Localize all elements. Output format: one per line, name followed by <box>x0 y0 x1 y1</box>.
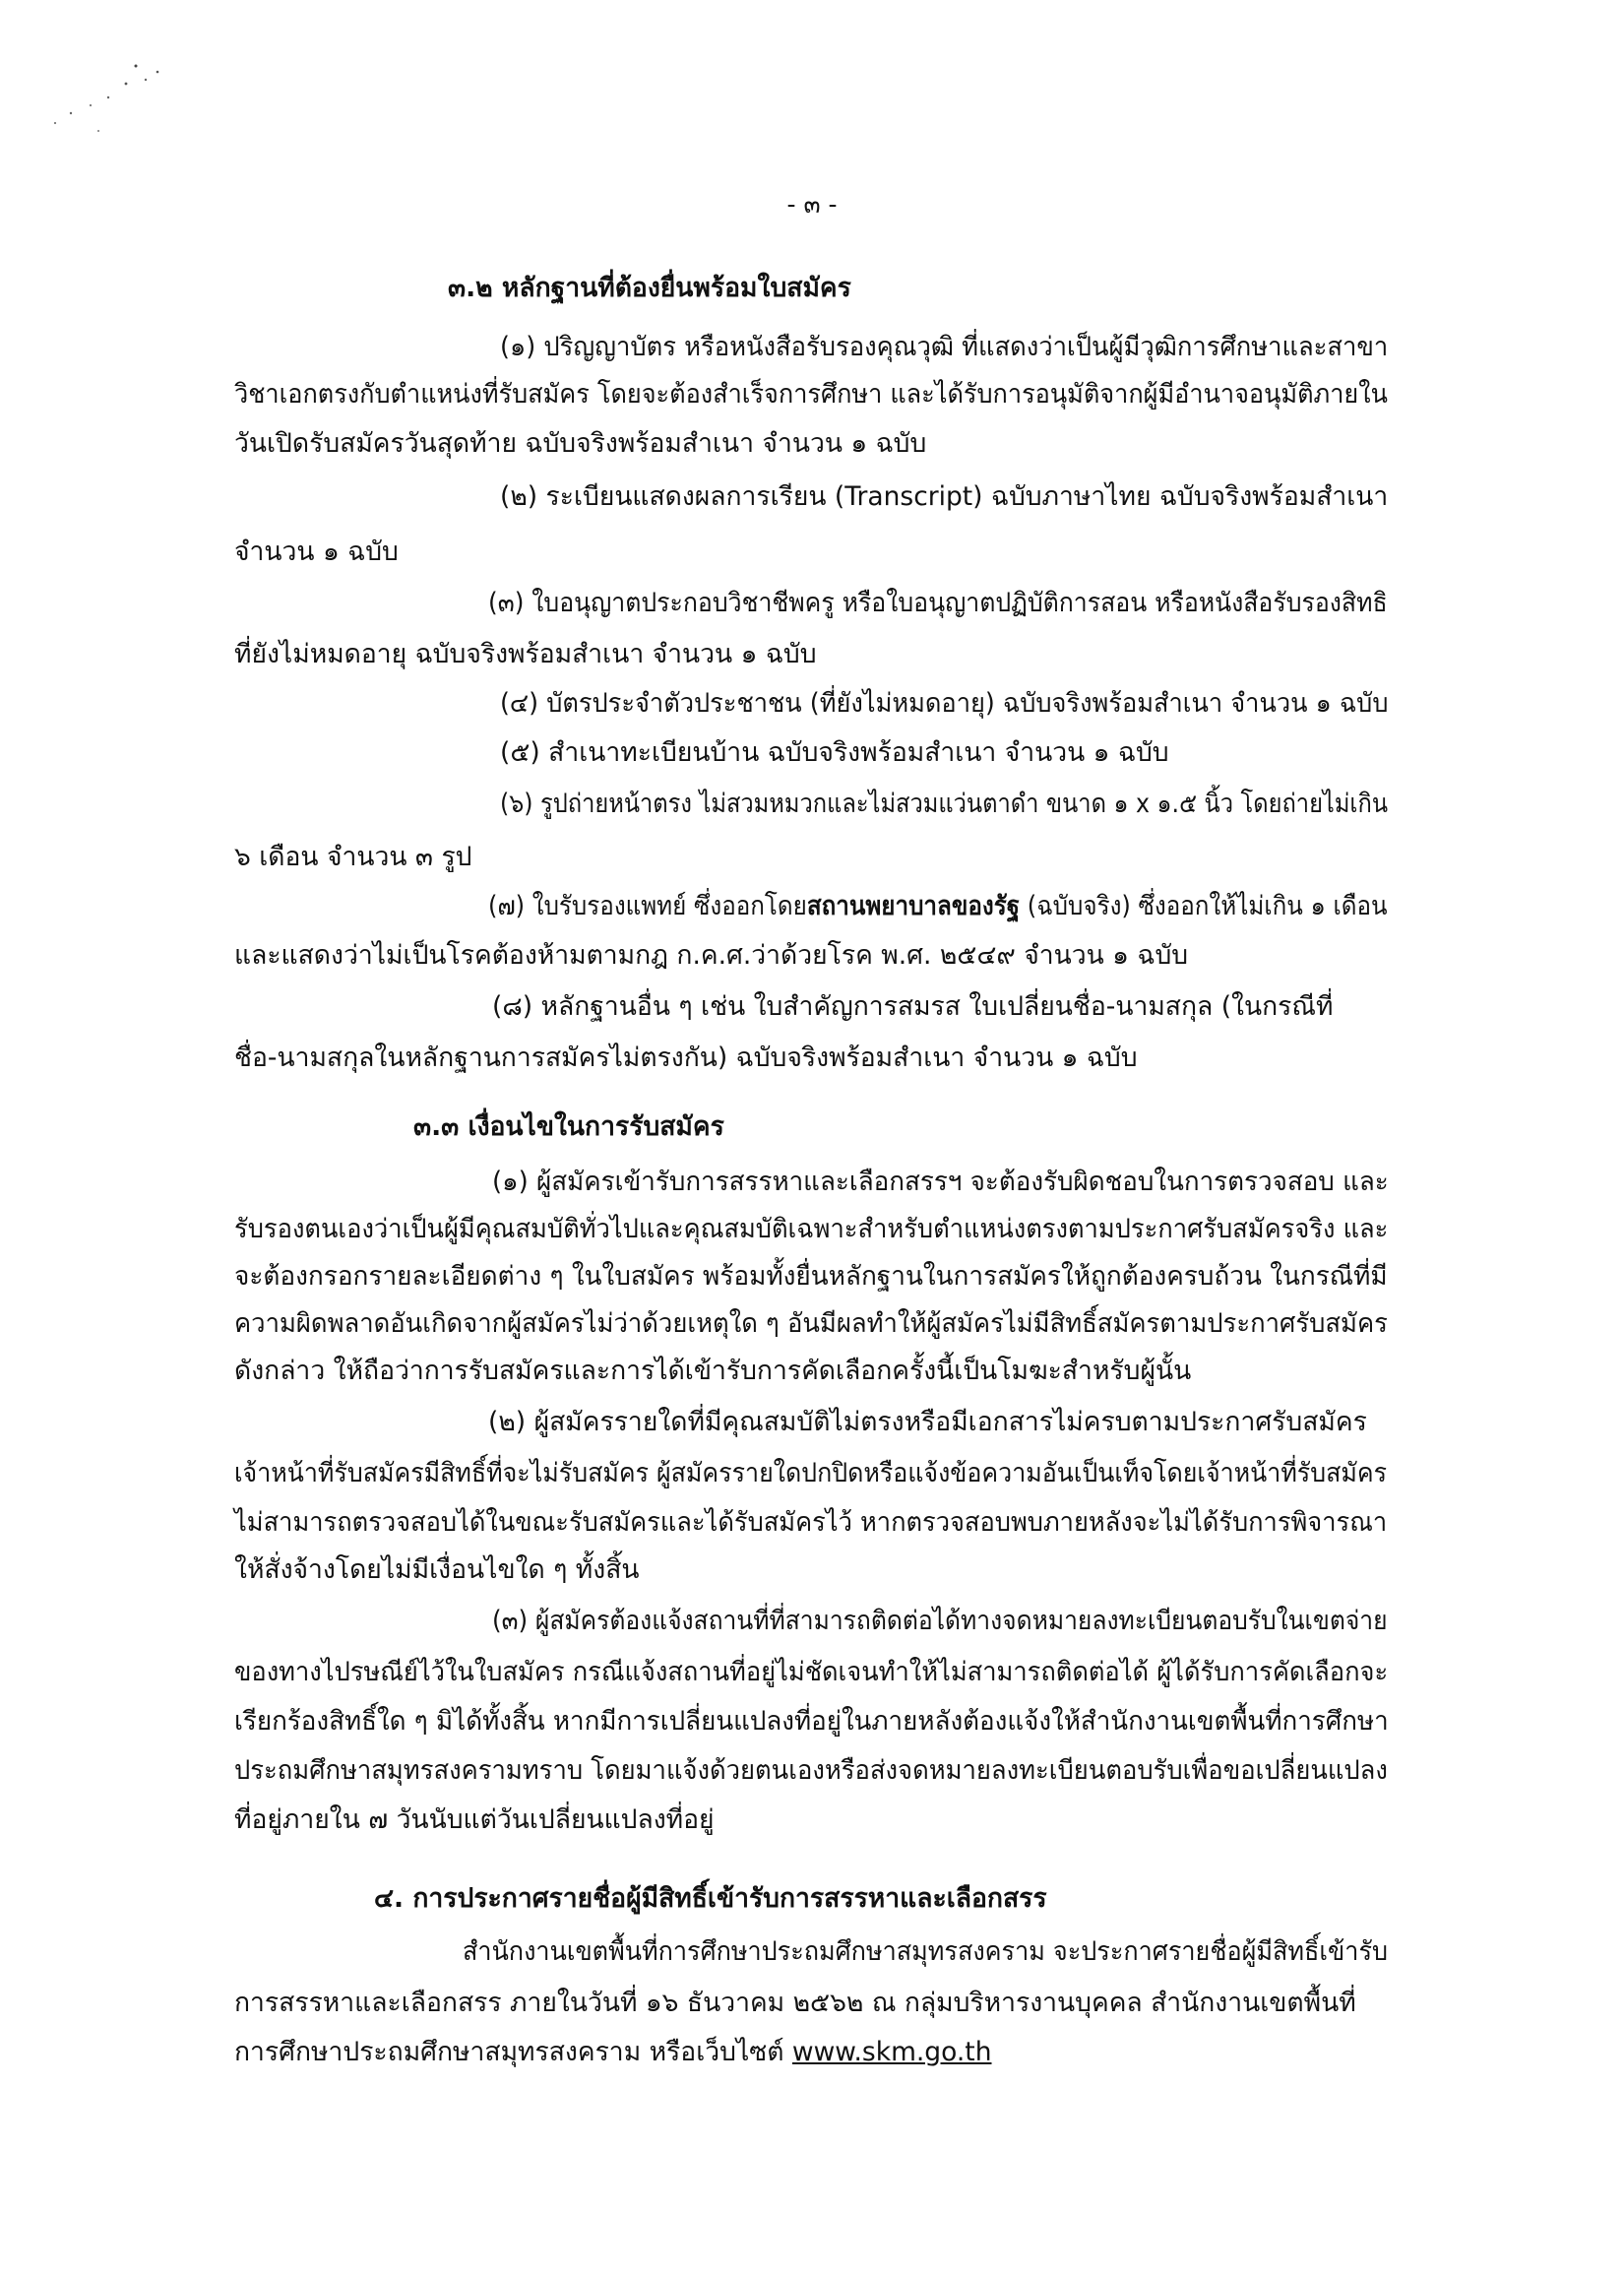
website-link[interactable]: www.skm.go.th <box>791 2037 992 2067</box>
text-line: วิชาเอกตรงกับตำแหน่งที่รับสมัคร โดยจะต้องสำเร็จการศึกษา และได้รับการอนุมัติจากผู้มีอำนาจอนุมัติภายใน <box>234 379 1388 410</box>
text-line: ๖ เดือน จำนวน ๓ รูป <box>234 842 472 872</box>
text-line <box>234 2036 992 2069</box>
text-line: และแสดงว่าไม่เป็นโรคต้องห้ามตามกฎ ก.ค.ศ.ว่าด้วยโรค พ.ศ. ๒๕๔๙ จำนวน ๑ ฉบับ <box>234 940 1189 971</box>
section-heading-3-2: ๓.๒ หลักฐานที่ต้องยื่นพร้อมใบสมัคร <box>448 273 851 303</box>
text-line: ประถมศึกษาสมุทรสงครามทราบ โดยมาแจ้งด้วยตนเองหรือส่งจดหมายลงทะเบียนตอบรับเพื่อขอเปลี่ยนแปลง <box>234 1755 1388 1786</box>
text-line: ดังกล่าว ให้ถือว่าการรับสมัครและการได้เข้ารับการคัดเลือกครั้งนี้เป็นโมฆะสำหรับผู้นั้น <box>234 1356 1192 1386</box>
text-line: ชื่อ-นามสกุลในหลักฐานการสมัครไม่ตรงกัน) ฉบับจริงพร้อมสำเนา จำนวน ๑ ฉบับ <box>234 1043 1138 1073</box>
text-line: เรียกร้องสิทธิ์ใด ๆ มิได้ทั้งสิ้น หากมีการเปลี่ยนแปลงที่อยู่ในภายหลังต้องแจ้งให้สำนักงานเขตพื้นที่การศึกษา <box>234 1706 1389 1737</box>
section-heading-4: ๔. การประกาศรายชื่อผู้มีสิทธิ์เข้ารับการสรรหาและเลือกสรร <box>374 1883 1047 1914</box>
text-line: (๕) สำเนาทะเบียนบ้าน ฉบับจริงพร้อมสำเนา จำนวน ๑ ฉบับ <box>500 737 1169 768</box>
text-line: ความผิดพลาดอันเกิดจากผู้สมัครไม่ว่าด้วยเหตุใด ๆ อันมีผลทำให้ผู้สมัครไม่มีสิทธิ์สมัครตามประกาศรับสมัคร <box>234 1308 1388 1339</box>
emphasis-text: สถานพยาบาลของรัฐ <box>806 891 1021 921</box>
section-heading-3-3: ๓.๓ เงื่อนไขในการรับสมัคร <box>413 1111 724 1142</box>
text-line: สำนักงานเขตพื้นที่การศึกษาประถมศึกษาสมุทรสงคราม จะประกาศรายชื่อผู้มีสิทธิ์เข้ารับ <box>463 1936 1389 1967</box>
text-line: ที่ยังไม่หมดอายุ ฉบับจริงพร้อมสำเนา จำนวน ๑ ฉบับ <box>234 639 817 669</box>
text-line: วันเปิดรับสมัครวันสุดท้าย ฉบับจริงพร้อมสำเนา จำนวน ๑ ฉบับ <box>234 428 927 459</box>
page-number: - ๓ - <box>786 190 838 219</box>
text-segment: (ฉบับจริง) ซึ่งออกให้ไม่เกิน ๑ เดือน <box>1020 891 1388 921</box>
text-line: เจ้าหน้าที่รับสมัครมีสิทธิ์ที่จะไม่รับสมัคร ผู้สมัครรายใดปกปิดหรือแจ้งข้อความอันเป็นเท็จโดยเจ้าหน้าที่รับสมัคร <box>234 1458 1388 1488</box>
text-line: ที่อยู่ภายใน ๗ วันนับแต่วันเปลี่ยนแปลงที่อยู่ <box>234 1804 715 1835</box>
text-line: (๓) ใบอนุญาตประกอบวิชาชีพครู หรือใบอนุญาตปฏิบัติการสอน หรือหนังสือรับรองสิทธิ <box>488 588 1388 618</box>
text-line: ไม่สามารถตรวจสอบได้ในขณะรับสมัครและได้รับสมัครไว้ หากตรวจสอบพบภายหลังจะไม่ได้รับการพิจารณา <box>234 1507 1388 1538</box>
text-line: จำนวน ๑ ฉบับ <box>234 537 399 567</box>
text-line: จะต้องกรอกรายละเอียดต่าง ๆ ในใบสมัคร พร้อมทั้งยื่นหลักฐานในการสมัครให้ถูกต้องครบถ้วน ในกรณีที่มี <box>234 1261 1388 1292</box>
text-line <box>488 890 1388 923</box>
text-line: (๒) ผู้สมัครรายใดที่มีคุณสมบัติไม่ตรงหรือมีเอกสารไม่ครบตามประกาศรับสมัคร <box>488 1407 1367 1437</box>
text-line: รับรองตนเองว่าเป็นผู้มีคุณสมบัติทั่วไปและคุณสมบัติเฉพาะสำหรับตำแหน่งตรงตามประกาศรับสมัครจริง และ <box>234 1214 1389 1244</box>
text-line: (๑) ปริญญาบัตร หรือหนังสือรับรองคุณวุฒิ ที่แสดงว่าเป็นผู้มีวุฒิการศึกษาและสาขา <box>500 332 1389 362</box>
text-line: (๔) บัตรประจำตัวประชาชน (ที่ยังไม่หมดอายุ) ฉบับจริงพร้อมสำเนา จำนวน ๑ ฉบับ <box>500 688 1389 719</box>
text-line: (๖) รูปถ่ายหน้าตรง ไม่สวมหมวกและไม่สวมแว่นตาดำ ขนาด ๑ x ๑.๕ นิ้ว โดยถ่ายไม่เกิน <box>500 789 1389 819</box>
text-line: ให้สั่งจ้างโดยไม่มีเงื่อนไขใด ๆ ทั้งสิ้น <box>234 1554 640 1585</box>
scan-noise <box>39 54 177 143</box>
text-segment: การศึกษาประถมศึกษาสมุทรสงคราม หรือเว็บไซต์ <box>234 2037 792 2067</box>
text-segment: (๗) ใบรับรองแพทย์ ซึ่งออกโดย <box>488 891 807 921</box>
text-line: ของทางไปรษณีย์ไว้ในใบสมัคร กรณีแจ้งสถานที่อยู่ไม่ชัดเจนทำให้ไม่สามารถติดต่อได้ ผู้ได้รับการคัดเลือกจะ <box>234 1657 1389 1687</box>
text-line: (๘) หลักฐานอื่น ๆ เช่น ใบสำคัญการสมรส ใบเปลี่ยนชื่อ-นามสกุล (ในกรณีที่ <box>492 991 1334 1022</box>
text-line: การสรรหาและเลือกสรร ภายในวันที่ ๑๖ ธันวาคม ๒๕๖๒ ณ กลุ่มบริหารงานบุคคล สำนักงานเขตพื้นที่ <box>234 1988 1356 2018</box>
text-line: (๒) ระเบียนแสดงผลการเรียน (Transcript) ฉบับภาษาไทย ฉบับจริงพร้อมสำเนา <box>500 481 1389 512</box>
text-line: (๓) ผู้สมัครต้องแจ้งสถานที่ที่สามารถติดต่อได้ทางจดหมายลงทะเบียนตอบรับในเขตจ่าย <box>492 1606 1388 1636</box>
text-line: (๑) ผู้สมัครเข้ารับการสรรหาและเลือกสรรฯ จะต้องรับผิดชอบในการตรวจสอบ และ <box>492 1167 1389 1197</box>
